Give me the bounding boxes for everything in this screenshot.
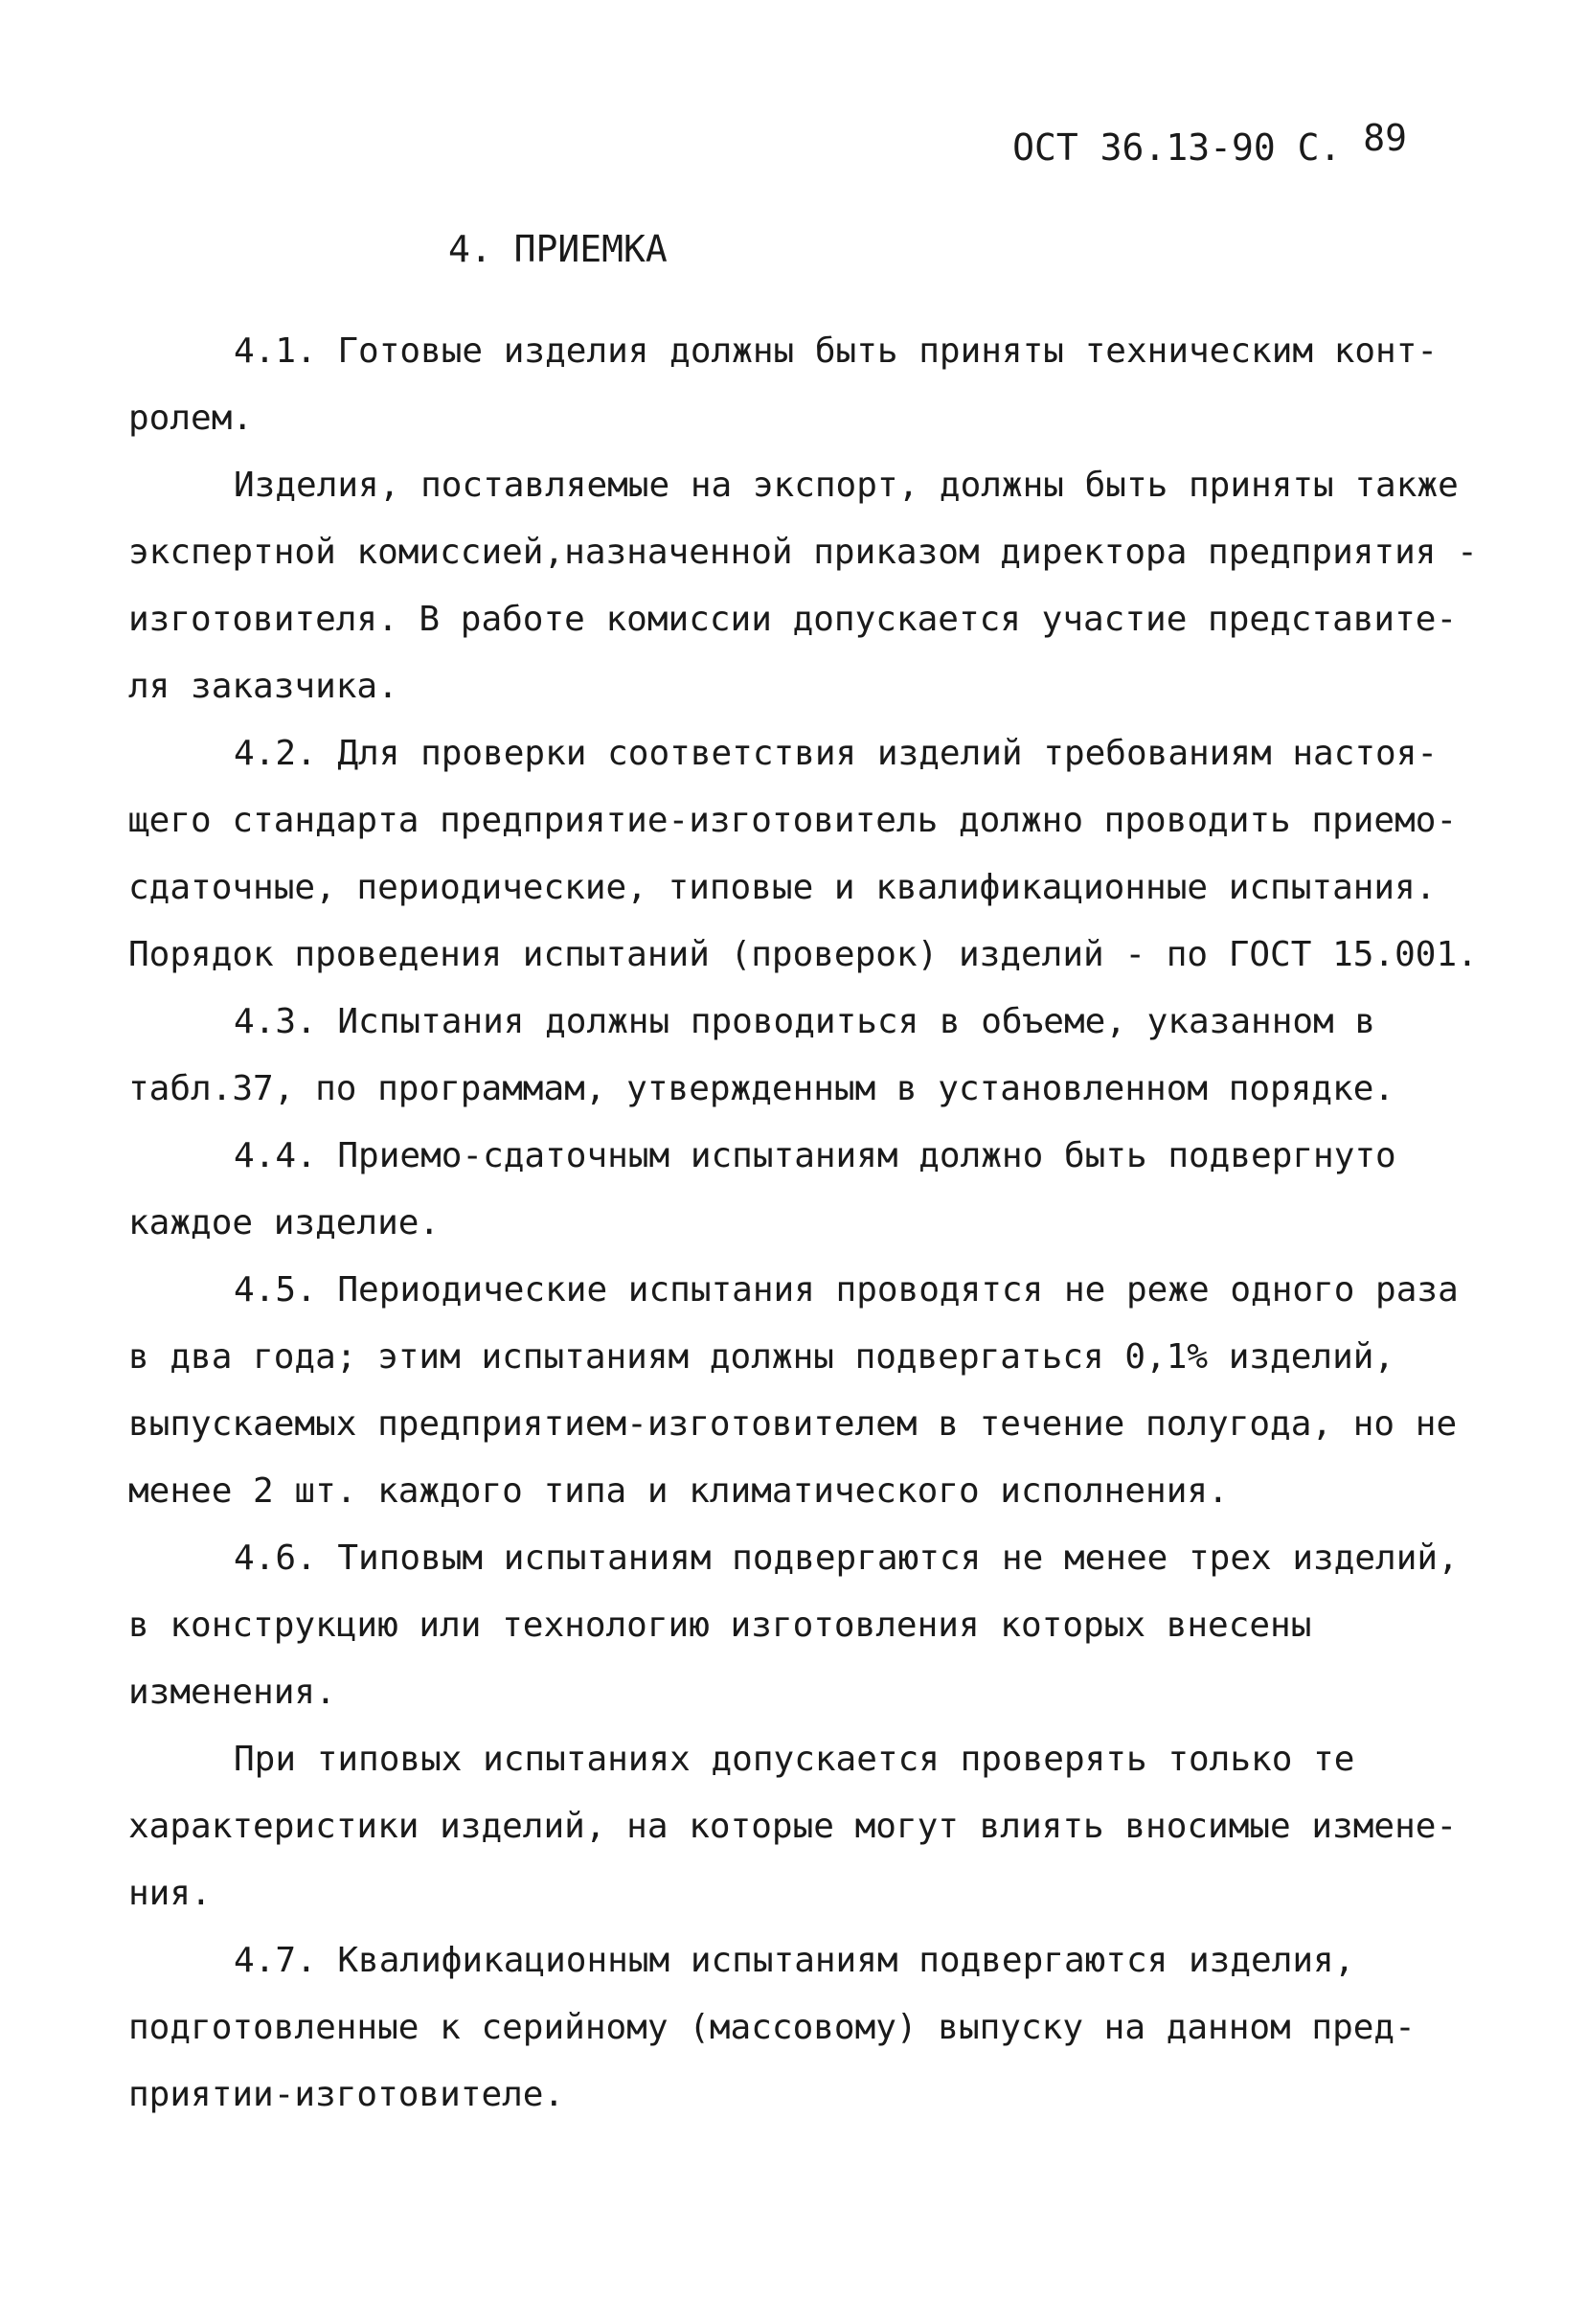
text-line: ния. [128,1874,212,1913]
page-header [1012,117,1407,169]
section-title: 4. ПРИЕМКА [448,228,668,270]
page-number: 89 [1363,117,1407,159]
text-line: подготовленные к серийному (массовому) выпуску на данном пред- [128,2008,1416,2047]
text-line: 4.2. Для проверки соответствия изделий требованиям настоя- [234,734,1439,773]
text-line: в два года; этим испытаниям должны подвергаться 0,1% изделий, [128,1337,1395,1377]
text-line: При типовых испытаниях допускается проверять только те [234,1740,1355,1779]
text-line: менее 2 шт. каждого типа и климатического исполнения. [128,1471,1229,1511]
text-line: щего стандарта предприятие-изготовитель должно проводить приемо- [128,801,1458,840]
text-line: характеристики изделий, на которые могут влиять вносимые измене- [128,1807,1458,1846]
text-line: Изделия, поставляемые на экспорт, должны быть приняты также [234,466,1459,505]
text-line: ролем. [128,399,254,438]
document-reference: ОСТ 36.13-90 С. [1012,126,1342,169]
text-line: табл.37, по программам, утвержденным в установленном порядке. [128,1069,1395,1108]
text-line: 4.4. Приемо-сдаточным испытаниям должно быть подвергнуто [234,1136,1396,1175]
text-line: 4.7. Квалификационным испытаниям подвергаются изделия, [234,1941,1355,1980]
text-line: 4.1. Готовые изделия должны быть приняты техническим конт- [234,331,1439,371]
body-text [128,318,1478,2129]
text-line: в конструкцию или технологию изготовления которых внесены [128,1606,1312,1645]
text-line: Порядок проведения испытаний (проверок) изделий - по ГОСТ 15.001. [128,935,1478,974]
text-line: сдаточные, периодические, типовые и квалификационные испытания. [128,868,1437,907]
text-line: каждое изделие. [128,1203,441,1242]
text-line: приятии-изготовителе. [128,2075,565,2114]
text-line: изготовителя. В работе комиссии допускается участие представите- [128,600,1458,639]
text-line: изменения. [128,1673,336,1712]
text-line: 4.5. Периодические испытания проводятся не реже одного раза [234,1270,1459,1310]
text-line: 4.6. Типовым испытаниям подвергаются не менее трех изделий, [234,1538,1459,1578]
text-line: экспертной комиссией,назначенной приказом директора предприятия - [128,533,1478,572]
text-line: выпускаемых предприятием-изготовителем в течение полугода, но не [128,1404,1458,1444]
text-line: ля заказчика. [128,667,398,706]
text-line: 4.3. Испытания должны проводиться в объеме, указанном в [234,1002,1376,1041]
